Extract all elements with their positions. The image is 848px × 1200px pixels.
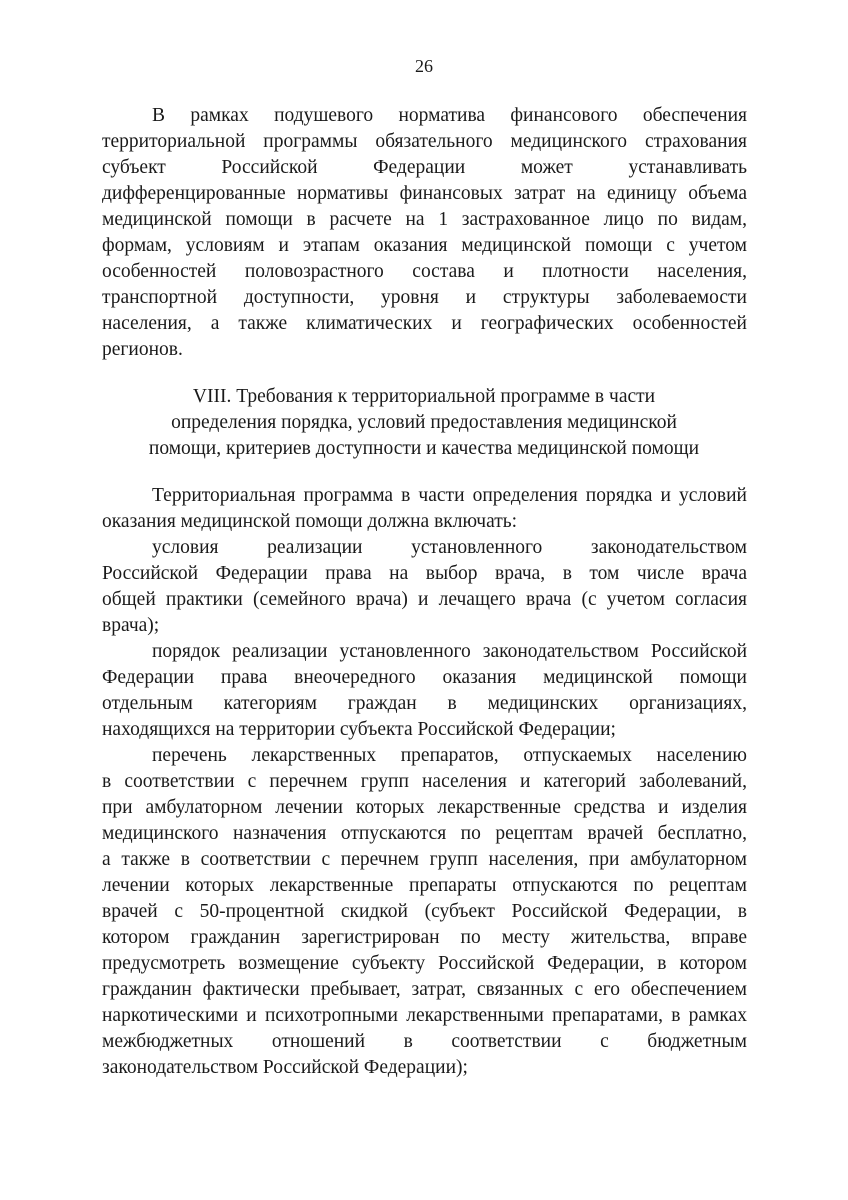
text-line: в соответствии с перечнем групп населения и категорий заболеваний, bbox=[102, 771, 747, 792]
heading-line: определения порядка, условий предоставления медицинской bbox=[171, 412, 677, 433]
text-line: лечении которых лекарственные препараты отпускаются по рецептам bbox=[102, 875, 747, 896]
text-line: оказания медицинской помощи должна включать: bbox=[102, 511, 518, 532]
text-line: при амбулаторном лечении которых лекарственные средства и изделия bbox=[102, 797, 747, 818]
text-line: транспортной доступности, уровня и структуры заболеваемости bbox=[102, 287, 747, 308]
text-line: Федерации права внеочередного оказания медицинской помощи bbox=[102, 667, 747, 688]
text-line: наркотическими и психотропными лекарственными препаратами, в рамках bbox=[102, 1005, 747, 1026]
heading-line: помощи, критериев доступности и качества медицинской помощи bbox=[148, 438, 700, 459]
text-line: отдельным категориям граждан в медицинских организациях, bbox=[102, 693, 747, 714]
text-line: а также в соответствии с перечнем групп населения, при амбулаторном bbox=[102, 849, 747, 870]
text-line: перечень лекарственных препаратов, отпускаемых населению bbox=[152, 745, 747, 766]
text-line: гражданин фактически пребывает, затрат, связанных с его обеспечением bbox=[102, 979, 747, 1000]
text-line: законодательством Российской Федерации); bbox=[102, 1057, 468, 1078]
text-line: общей практики (семейного врача) и лечащего врача (с учетом согласия bbox=[102, 589, 747, 610]
text-line: территориальной программы обязательного медицинского страхования bbox=[102, 131, 747, 152]
text-line: межбюджетных отношений в соответствии с бюджетным bbox=[102, 1031, 747, 1052]
text-line: дифференцированные нормативы финансовых затрат на единицу объема bbox=[102, 183, 747, 204]
text-line: предусмотреть возмещение субъекту Российской Федерации, в котором bbox=[102, 953, 747, 974]
text-line: регионов. bbox=[102, 339, 183, 360]
text-line: условия реализации установленного законодательством bbox=[152, 537, 747, 558]
text-line: субъект Российской Федерации может устанавливать bbox=[102, 157, 747, 178]
text-line: особенностей половозрастного состава и плотности населения, bbox=[102, 261, 747, 282]
text-line: Российской Федерации права на выбор врача, в том числе врача bbox=[102, 563, 747, 584]
text-line: В рамках подушевого норматива финансового обеспечения bbox=[152, 105, 747, 126]
text-line: находящихся на территории субъекта Российской Федерации; bbox=[102, 719, 616, 740]
text-line: порядок реализации установленного законодательством Российской bbox=[152, 641, 747, 662]
text-line: населения, а также климатических и географических особенностей bbox=[102, 313, 747, 334]
text-line: врача); bbox=[102, 615, 160, 636]
text-line: котором гражданин зарегистрирован по месту жительства, вправе bbox=[102, 927, 747, 948]
page-number: 26 bbox=[415, 56, 433, 76]
text-line: медицинской помощи в расчете на 1 застрахованное лицо по видам, bbox=[102, 209, 747, 230]
heading-line: VIII. Требования к территориальной программе в части bbox=[192, 386, 656, 407]
text-line: Территориальная программа в части определения порядка и условий bbox=[152, 485, 747, 506]
text-line: формам, условиям и этапам оказания медицинской помощи с учетом bbox=[102, 235, 747, 256]
text-line: врачей с 50-процентной скидкой (субъект Российской Федерации, в bbox=[102, 901, 747, 922]
text-line: медицинского назначения отпускаются по рецептам врачей бесплатно, bbox=[102, 823, 747, 844]
